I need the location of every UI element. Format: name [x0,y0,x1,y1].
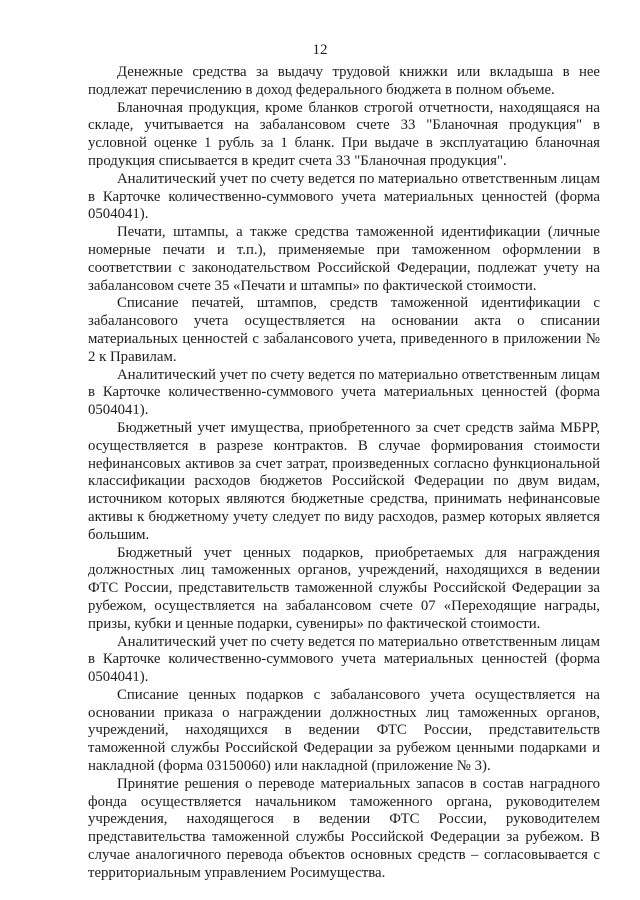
paragraph-1: Денежные средства за выдачу трудовой книжки или вкладыша в нее подлежат перечислению в доход федерального бюджета в полном объеме. [88,64,600,98]
paragraph-6: Аналитический учет по счету ведется по материально ответственным лицам в Карточке количественно-суммового учета материальных ценностей (форма 0504041). [88,366,600,419]
document-body [88,64,600,883]
paragraph-2: Бланочная продукция, кроме бланков строгой отчетности, находящаяся на складе, учитывается на забалансовом счете 33 "Бланочная продукция" в условной оценке 1 рубль за 1 бланк. При выдаче в эксплуатацию бланочная продукция списывается в кредит счета 33 "Бланочная продукция". [88,99,600,169]
paragraph-5: Списание печатей, штампов, средств таможенной идентификации с забалансового учета осуществляется на основании акта о списании материальных ценностей с забалансового учета, приведенного в приложении № 2 к Правилам. [88,295,600,365]
page-number: 12 [312,42,328,58]
paragraph-3: Аналитический учет по счету ведется по материально ответственным лицам в Карточке количественно-суммового учета материальных ценностей (форма 0504041). [88,170,600,223]
paragraph-8: Бюджетный учет ценных подарков, приобретаемых для награждения должностных лиц таможенных органов, учреждений, находящихся в ведении ФТС России, представительств таможенной службы Российской Федерации за рубежом, осуществляется на забалансовом счете 07 «Переходящие награды, призы, кубки и ценные подарки, сувениры» по фактической стоимости. [88,544,600,632]
paragraph-9: Аналитический учет по счету ведется по материально ответственным лицам в Карточке количественно-суммового учета материальных ценностей (форма 0504041). [88,633,600,686]
paragraph-11: Принятие решения о переводе материальных запасов в состав наградного фонда осуществляется начальником таможенного органа, руководителем учреждения, находящегося в ведении ФТС России, руководителем представительства таможенной службы Российской Федерации за рубежом. В случае аналогичного перевода объектов основных средств – согласовывается с территориальным управлением Росимущества. [88,775,600,881]
paragraph-4: Печати, штампы, а также средства таможенной идентификации (личные номерные печати и т.п.), применяемые при таможенном оформлении в соответствии с законодательством Российской Федерации, подлежат учету на забалансовом счете 35 «Печати и штампы» по фактической стоимости. [88,224,600,294]
paragraph-7: Бюджетный учет имущества, приобретенного за счет средств займа МБРР, осуществляется в разрезе контрактов. В случае формирования стоимости нефинансовых активов за счет затрат, произведенных согласно функциональной классификации расходов бюджетов Российской Федерации по двум видам, источником которых являются бюджетные средства, принимать нефинансовые активы к бюджетному учету следует по виду расходов, размер которых является большим. [88,419,600,543]
paragraph-10: Списание ценных подарков с забалансового учета осуществляется на основании приказа о награждении должностных лиц таможенных органов, учреждений, находящихся в ведении ФТС России, представительств таможенной службы Российской Федерации за рубежом ценными подарками и накладной (форма 03150060) или накладной (приложение № 3). [88,686,600,775]
